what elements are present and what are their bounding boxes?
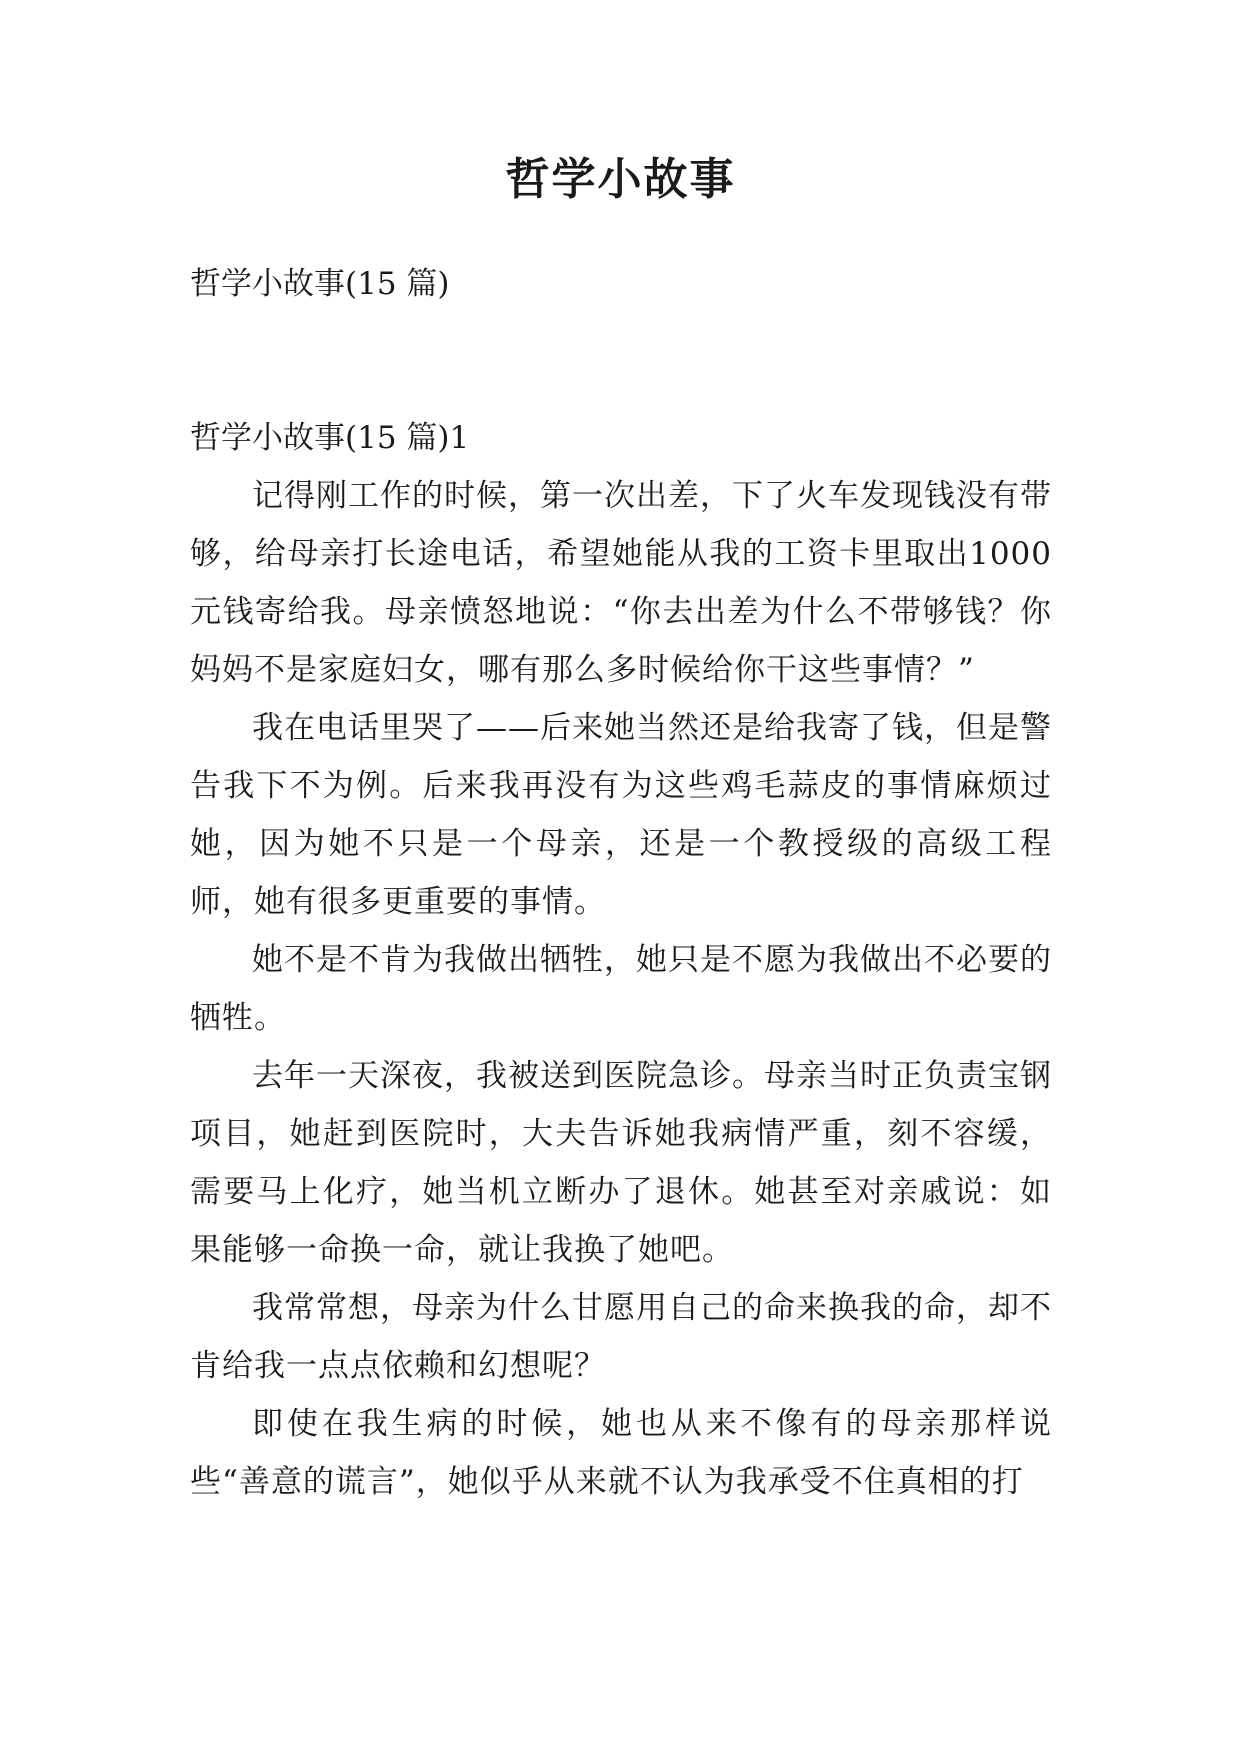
paragraph-1: 记得刚工作的时候，第一次出差，下了火车发现钱没有带够，给母亲打长途电话，希望她能从我的工资卡里取出1000 元钱寄给我。母亲愤怒地说：“你去出差为什么不带够钱？你妈妈不是家庭妇女，哪有那么多时候给你干这些事情？”	[190, 478, 1052, 688]
paragraph-2: 我在电话里哭了——后来她当然还是给我寄了钱，但是警告我下不为例。后来我再没有为这些鸡毛蒜皮的事情麻烦过她，因为她不只是一个母亲，还是一个教授级的高级工程师，她有很多更重要的事情。	[190, 710, 1052, 920]
paragraph-3: 她不是不肯为我做出牺牲，她只是不愿为我做出不必要的牺牲。	[190, 942, 1052, 1036]
section-heading: 哲学小故事(15 篇)1	[190, 420, 470, 456]
paragraph-4: 去年一天深夜，我被送到医院急诊。母亲当时正负责宝钢项目，她赶到医院时，大夫告诉她我病情严重，刻不容缓，需要马上化疗，她当机立断办了退休。她甚至对亲戚说：如果能够一命换一命，就让我换了她吧。	[190, 1058, 1052, 1268]
document-subtitle: 哲学小故事(15 篇)	[190, 266, 450, 302]
paragraph-6: 即使在我生病的时候，她也从来不像有的母亲那样说些“善意的谎言”，她似乎从来就不认为我承受不住真相的打	[190, 1406, 1052, 1500]
paragraph-5: 我常常想，母亲为什么甘愿用自己的命来换我的命，却不肯给我一点点依赖和幻想呢？	[190, 1290, 1052, 1384]
article-body	[190, 409, 1052, 1511]
document-title: 哲学小故事	[505, 154, 736, 205]
